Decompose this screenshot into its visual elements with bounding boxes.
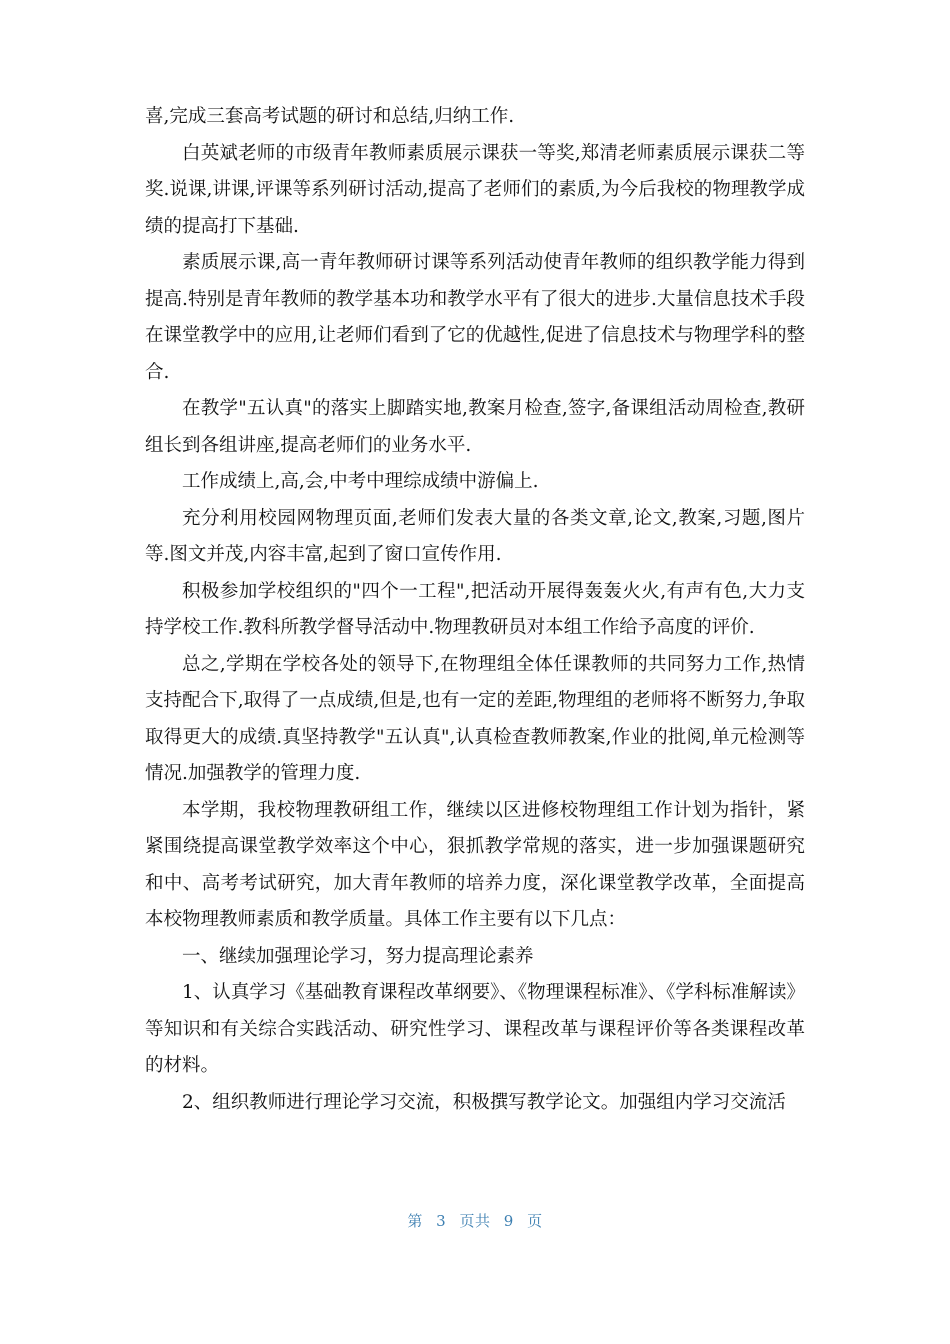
paragraph: 素质展示课,高一青年教师研讨课等系列活动使青年教师的组织教学能力得到提高.特别是青年教师的教学基本功和教学水平有了很大的进步.大量信息技术手段在课堂教学中的应用,让老师们看到了它的优越性,促进了信息技术与物理学科的整合.	[145, 252, 805, 383]
paragraph: 积极参加学校组织的"四个一工程",把活动开展得轰轰火火,有声有色,大力支持学校工作.教科所教学督导活动中.物理教研员对本组工作给予高度的评价.	[145, 580, 805, 638]
paragraph: 一、继续加强理论学习，努力提高理论素养	[182, 945, 534, 967]
paragraph: 1、认真学习《基础教育课程改革纲要》、《物理课程标准》、《学科标准解读》等知识和有关综合实践活动、研究性学习、课程改革与课程评价等各类课程改革的材料。	[145, 982, 805, 1076]
paragraph: 本学期，我校物理教研组工作，继续以区进修校物理组工作计划为指针，紧紧围绕提高课堂教学效率这个中心，狠抓教学常规的落实，进一步加强课题研究和中、高考考试研究，加大青年教师的培养力度，深化课堂教学改革，全面提高本校物理教师素质和教学质量。具体工作主要有以下几点：	[145, 799, 805, 930]
page-number-footer: 第 3 页共 9 页	[407, 1212, 543, 1230]
paragraph: 2、组织教师进行理论学习交流，积极撰写教学论文。加强组内学习交流活	[182, 1091, 786, 1113]
paragraph: 白英斌老师的市级青年教师素质展示课获一等奖,郑清老师素质展示课获二等奖.说课,讲课,评课等系列研讨活动,提高了老师们的素质,为今后我校的物理教学成绩的提高打下基础.	[145, 142, 805, 237]
paragraph: 总之,学期在学校各处的领导下,在物理组全体任课教师的共同努力工作,热情支持配合下,取得了一点成绩,但是,也有一定的差距,物理组的老师将不断努力,争取取得更大的成绩.真坚持教学"五认真",认真检查教师教案,作业的批阅,单元检测等情况.加强教学的管理力度.	[145, 653, 805, 784]
paragraph: 喜,完成三套高考试题的研讨和总结,归纳工作.	[145, 106, 515, 127]
paragraph: 充分利用校园网物理页面,老师们发表大量的各类文章,论文,教案,习题,图片等.图文并茂,内容丰富,起到了窗口宣传作用.	[145, 507, 805, 565]
document-body	[145, 99, 805, 1121]
paragraph: 工作成绩上,高,会,中考中理综成绩中游偏上.	[182, 471, 539, 492]
paragraph: 在教学"五认真"的落实上脚踏实地,教案月检查,签字,备课组活动周检查,教研组长到各组讲座,提高老师们的业务水平.	[145, 398, 805, 456]
